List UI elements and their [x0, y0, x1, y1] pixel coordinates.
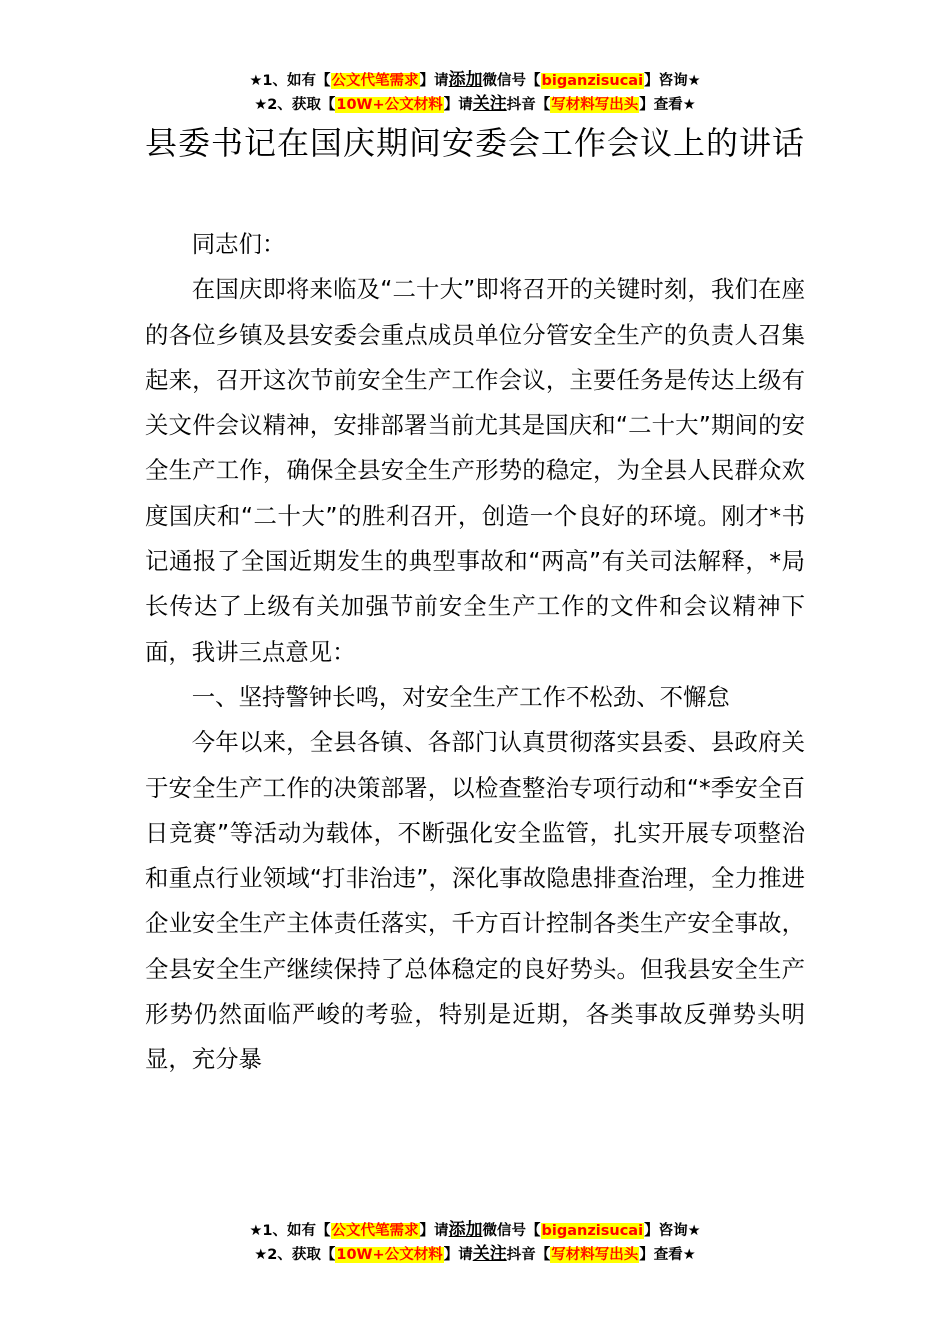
- promo-emphasis: 添加: [448, 70, 483, 90]
- promo-line-2: ★2、获取【10W+公文材料】请关注抖音【写材料写出头】查看★: [254, 94, 696, 114]
- document-body: [145, 222, 805, 1083]
- promo-emphasis: 添加: [448, 1220, 483, 1240]
- promo-line-1: ★1、如有【公文代笔需求】请添加微信号【biganzisucai】咨询★: [249, 1220, 701, 1240]
- promo-highlight: 10W+公文材料: [336, 97, 443, 113]
- promo-wechat-id: biganzisucai: [541, 73, 644, 89]
- document-title: 县委书记在国庆期间安委会工作会议上的讲话: [144, 124, 805, 162]
- promo-line-1: ★1、如有【公文代笔需求】请添加微信号【biganzisucai】咨询★: [249, 70, 701, 90]
- promo-highlight: 10W+公文材料: [336, 1247, 443, 1263]
- promo-douyin-id: 写材料写出头: [551, 1247, 639, 1263]
- promo-douyin-id: 写材料写出头: [551, 97, 639, 113]
- promo-wechat-id: biganzisucai: [541, 1223, 644, 1239]
- promo-emphasis: 关注: [472, 94, 507, 114]
- promo-emphasis: 关注: [472, 1244, 507, 1264]
- promo-line-2: ★2、获取【10W+公文材料】请关注抖音【写材料写出头】查看★: [254, 1244, 696, 1264]
- salutation: 同志们：: [191, 230, 286, 258]
- footer-promo-banner: [0, 1218, 950, 1266]
- header-promo-banner: [0, 68, 950, 116]
- body-paragraph: 今年以来，全县各镇、各部门认真贯彻落实县委、县政府关于安全生产工作的决策部署，以检查整治专项行动和“*季安全百日竞赛”等活动为载体，不断强化安全监管，扎实开展专项整治和重点行业领域“打非治违”，深化事故隐患排查治理，全力推进企业安全生产主体责任落实，千方百计控制各类生产安全事故，全县安全生产继续保持了总体稳定的良好势头。但我县安全生产形势仍然面临严峻的考验，特别是近期，各类事故反弹势头明显，充分暴: [145, 728, 805, 1074]
- section-heading: 一、坚持警钟长鸣，对安全生产工作不松劲、不懈怠: [191, 682, 730, 711]
- body-paragraph: 在国庆即将来临及“二十大”即将召开的关键时刻，我们在座的各位乡镇及县安委会重点成员单位分管安全生产的负责人召集起来，召开这次节前安全生产工作会议，主要任务是传达上级有关文件会议精神，安排部署当前尤其是国庆和“二十大”期间的安全生产工作，确保全县安全生产形势的稳定，为全县人民群众欢度国庆和“二十大”的胜利召开，创造一个良好的环境。刚才*书记通报了全国近期发生的典型事故和“两高”有关司法解释，*局长传达了上级有关加强节前安全生产工作的文件和会议精神下面，我讲三点意见：: [145, 275, 805, 666]
- promo-highlight: 公文代笔需求: [331, 73, 419, 89]
- promo-highlight: 公文代笔需求: [331, 1223, 419, 1239]
